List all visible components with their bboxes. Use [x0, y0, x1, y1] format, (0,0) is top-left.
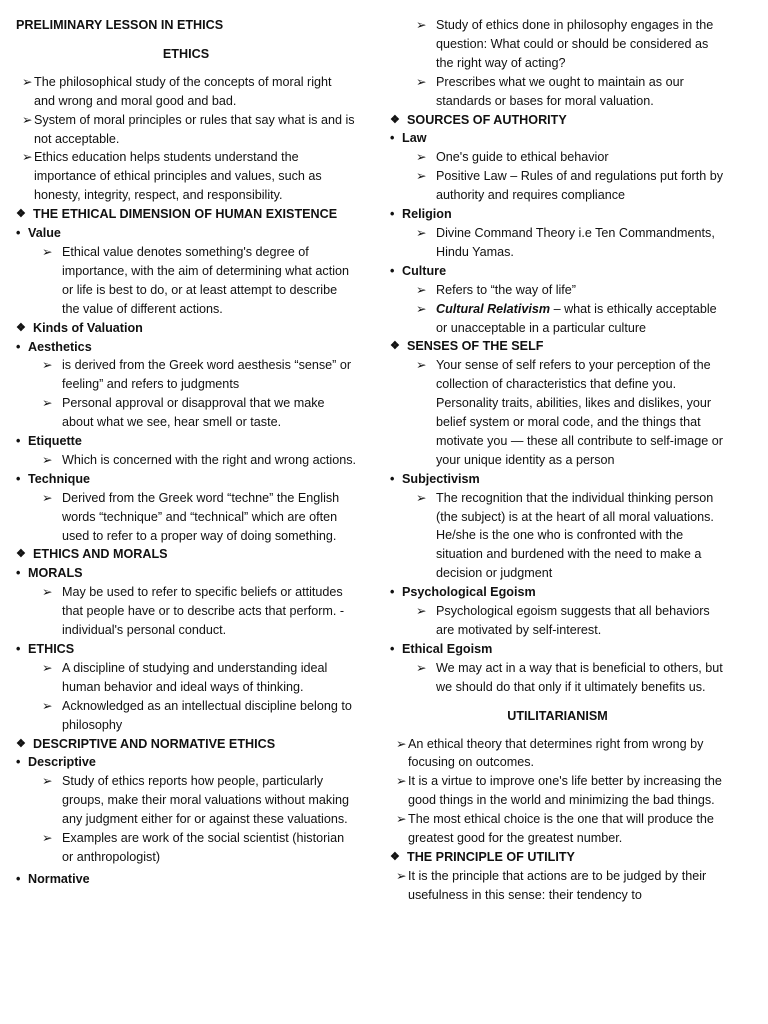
arrow-bullet-icon: ➢: [42, 244, 53, 259]
arrow-bullet-icon: ➢: [416, 490, 427, 505]
list-item-text: An ethical theory that determines right from wrong by focusing on outcomes.: [408, 736, 704, 770]
section-title-ethics: ETHICS: [162, 46, 210, 61]
list-item: [390, 772, 725, 810]
dot-bullet-icon: •: [16, 339, 21, 354]
list-item-text: Ethical value denotes something's degree of importance, with the aim of determining what action or life is best to do, or at least attempt to describe the value of different actions.: [62, 244, 349, 316]
list-item: [390, 489, 725, 584]
culture-item-relativism: ➢ Cultural Relativism – what is ethically acceptable or unacceptable in a particular culture: [416, 301, 717, 335]
law-list: [390, 148, 725, 205]
list-item-text: It is the principle that actions are to be judged by their usefulness in this sense: their tendency to: [408, 868, 707, 902]
list-item-text: Your sense of self refers to your perception of the collection of characteristics that define you. Personality traits, abilities, likes and dislikes, your belief system or moral code, and the things that motivate you — these all contribute to self-image or your unique identity as a person: [436, 358, 723, 467]
subjectivism-list: [390, 489, 725, 584]
arrow-bullet-icon: ➢: [42, 585, 53, 600]
list-item: [16, 243, 356, 319]
list-item-text: Personal approval or disapproval that we make about what we see, hear smell or taste.: [62, 396, 325, 430]
dot-bullet-icon: •: [16, 434, 21, 449]
aesthetics-list: [16, 356, 356, 432]
diamond-bullet-icon: ❖: [16, 548, 26, 561]
list-item-text: Study of ethics done in philosophy engages in the question: What could or should be considered as the right way of acting?: [436, 18, 714, 70]
list-item-text: Examples are work of the social scientist (historian or anthropologist): [62, 831, 345, 864]
arrow-bullet-icon: ➢: [396, 736, 407, 751]
arrow-bullet-icon: ➢: [42, 396, 53, 411]
heading-sources-of-authority: ❖ SOURCES OF AUTHORITY: [390, 111, 725, 130]
bullet-technique: • Technique: [16, 470, 356, 489]
cultural-relativism-term: Cultural Relativism: [436, 301, 551, 316]
dot-bullet-icon: •: [390, 207, 395, 222]
list-item: [16, 697, 356, 735]
psychological-egoism-list: [390, 602, 725, 640]
dot-bullet-icon: •: [16, 871, 21, 886]
list-item: [16, 489, 356, 546]
list-item: [16, 829, 356, 867]
arrow-bullet-icon: ➢: [416, 660, 427, 675]
dot-bullet-icon: •: [390, 471, 395, 486]
list-item-text: Divine Command Theory i.e Ten Commandments, Hindu Yamas.: [436, 225, 715, 259]
bullet-ethical-egoism: • Ethical Egoism: [390, 640, 725, 659]
ethical-egoism-list: [390, 659, 725, 697]
heading-kinds-of-valuation: ❖ Kinds of Valuation: [16, 319, 356, 338]
list-item-text: System of moral principles or rules that say what is and is not acceptable.: [34, 112, 355, 146]
list-item-text: Ethics education helps students understand the importance of ethical principles and values, such as honesty, integrity, respect, and responsibility.: [34, 150, 322, 203]
list-item: [390, 659, 725, 697]
list-item-text: is derived from the Greek word aesthesis “sense” or feeling” and refers to judgments: [62, 358, 352, 392]
list-item: [16, 772, 356, 829]
dot-bullet-icon: •: [16, 566, 21, 581]
culture-item-way-of-life: ➢ Refers to “the way of life”: [390, 281, 725, 300]
technique-list: [16, 489, 356, 546]
diamond-bullet-icon: ❖: [390, 850, 400, 863]
list-item-text: Prescribes what we ought to maintain as our standards or bases for moral valuation.: [436, 74, 684, 108]
diamond-bullet-icon: ❖: [16, 208, 26, 221]
arrow-bullet-icon: ➢: [22, 150, 33, 165]
arrow-bullet-icon: ➢: [396, 868, 407, 883]
bullet-ethics: • ETHICS: [16, 640, 356, 659]
list-item-text: Acknowledged as an intellectual discipline belong to philosophy: [62, 698, 352, 732]
heading-ethics-and-morals: ❖ ETHICS AND MORALS: [16, 545, 356, 564]
arrow-bullet-icon: ➢: [416, 18, 427, 32]
heading-ethical-dimension: ❖ THE ETHICAL DIMENSION OF HUMAN EXISTENCE: [16, 205, 356, 224]
list-item-text: A discipline of studying and understanding ideal human behavior and ideal ways of thinking.: [62, 660, 328, 694]
bullet-subjectivism: • Subjectivism: [390, 470, 725, 489]
arrow-bullet-icon: ➢: [416, 301, 427, 316]
bullet-culture: • Culture: [390, 262, 725, 281]
bullet-normative: • Normative: [16, 870, 356, 889]
heading-senses-of-self: ❖ SENSES OF THE SELF: [390, 337, 725, 356]
list-item-text: It is a virtue to improve one's life better by increasing the good things in the world and minimizing the bad things.: [408, 774, 722, 808]
list-item: [16, 356, 356, 394]
list-item: [16, 111, 356, 149]
list-item-text: Derived from the Greek word “techne” the English words “technique” and “technical” which are often used to refer to a proper way of doing something.: [62, 490, 340, 543]
descriptive-list: [16, 772, 356, 867]
dot-bullet-icon: •: [390, 263, 395, 278]
dot-bullet-icon: •: [16, 642, 21, 656]
arrow-bullet-icon: ➢: [396, 812, 407, 827]
dot-bullet-icon: •: [16, 471, 21, 486]
list-item-text: May be used to refer to specific beliefs or attitudes that people have or to describe acts that perform. - individual's personal conduct.: [62, 585, 345, 638]
list-item: [390, 167, 725, 205]
dot-bullet-icon: •: [390, 585, 395, 600]
list-item: [16, 583, 356, 640]
arrow-bullet-icon: ➢: [22, 74, 33, 89]
morals-list: [16, 583, 356, 640]
left-column: [16, 16, 356, 889]
value-list: [16, 243, 356, 319]
arrow-bullet-icon: ➢: [42, 490, 53, 505]
principle-list: [390, 867, 725, 905]
bullet-etiquette: • Etiquette: [16, 432, 356, 451]
list-item: [16, 659, 356, 697]
list-item: [390, 356, 725, 469]
etiquette-list: [16, 451, 356, 470]
list-item: [16, 451, 356, 470]
religion-list: [390, 224, 725, 262]
dot-bullet-icon: •: [390, 641, 395, 656]
diamond-bullet-icon: ❖: [16, 321, 26, 334]
list-item-text: The most ethical choice is the one that will produce the greatest good for the greatest number.: [408, 812, 714, 846]
bullet-aesthetics: • Aesthetics: [16, 338, 356, 357]
right-column: [390, 16, 725, 905]
arrow-bullet-icon: ➢: [416, 169, 427, 184]
list-item: [390, 148, 725, 167]
list-item-text: Positive Law – Rules of and regulations put forth by authority and requires compliance: [436, 169, 724, 203]
arrow-bullet-icon: ➢: [42, 358, 53, 373]
document-title: PRELIMINARY LESSON IN ETHICS: [16, 18, 224, 32]
list-item: [16, 394, 356, 432]
utilitarianism-list: [390, 735, 725, 848]
heading-descriptive-normative: ❖ DESCRIPTIVE AND NORMATIVE ETHICS: [16, 735, 356, 754]
diamond-bullet-icon: ❖: [390, 113, 400, 126]
diamond-bullet-icon: ❖: [390, 340, 400, 353]
bullet-descriptive: • Descriptive: [16, 753, 356, 772]
arrow-bullet-icon: ➢: [42, 660, 53, 675]
dot-bullet-icon: •: [390, 131, 395, 146]
list-item: [390, 867, 725, 905]
list-item-text: Study of ethics reports how people, particularly groups, make their moral valuations without making any judgment either for or against these valuations.: [62, 774, 349, 827]
arrow-bullet-icon: ➢: [416, 358, 427, 373]
arrow-bullet-icon: ➢: [416, 74, 427, 89]
bullet-religion: • Religion: [390, 205, 725, 224]
bullet-morals: • MORALS: [16, 564, 356, 583]
arrow-bullet-icon: ➢: [22, 112, 33, 127]
arrow-bullet-icon: ➢: [416, 150, 427, 165]
list-item: [16, 148, 356, 205]
list-item: [390, 224, 725, 262]
diamond-bullet-icon: ❖: [16, 737, 26, 750]
arrow-bullet-icon: ➢: [42, 698, 53, 713]
list-item: [16, 73, 356, 111]
bullet-law: • Law: [390, 129, 725, 148]
arrow-bullet-icon: ➢: [416, 282, 427, 297]
list-item-text: The recognition that the individual thinking person (the subject) is at the heart of all moral valuations. He/she is the one who is confronted with the situation and burdened with the need to make a decision or judgment: [436, 490, 714, 581]
list-item-text: The philosophical study of the concepts of moral right and wrong and moral good and bad.: [34, 74, 332, 108]
list-item: [390, 73, 725, 111]
arrow-bullet-icon: ➢: [42, 452, 53, 467]
bullet-value: • Value: [16, 224, 356, 243]
dot-bullet-icon: •: [16, 755, 21, 770]
dot-bullet-icon: •: [16, 226, 21, 241]
list-item: [390, 602, 725, 640]
arrow-bullet-icon: ➢: [416, 225, 427, 240]
list-item-text: Psychological egoism suggests that all behaviors are motivated by self-interest.: [436, 604, 710, 637]
intro-list: [16, 73, 356, 205]
ethics-list: [16, 659, 356, 735]
heading-principle-of-utility: ❖ THE PRINCIPLE OF UTILITY: [390, 848, 725, 867]
senses-list: [390, 356, 725, 469]
arrow-bullet-icon: ➢: [416, 604, 427, 619]
arrow-bullet-icon: ➢: [396, 774, 407, 789]
list-item: [390, 16, 725, 73]
normative-list: [390, 16, 725, 111]
list-item-text: One's guide to ethical behavior: [436, 150, 609, 165]
arrow-bullet-icon: ➢: [42, 831, 53, 846]
list-item: [390, 810, 725, 848]
arrow-bullet-icon: ➢: [42, 774, 53, 789]
list-item-text: We may act in a way that is beneficial to others, but we should do that only if it ultimately benefits us.: [436, 660, 723, 694]
bullet-psychological-egoism: • Psychological Egoism: [390, 583, 725, 602]
list-item-text: Which is concerned with the right and wrong actions.: [62, 452, 357, 467]
list-item: [390, 735, 725, 773]
section-title-utilitarianism: UTILITARIANISM: [507, 708, 608, 723]
